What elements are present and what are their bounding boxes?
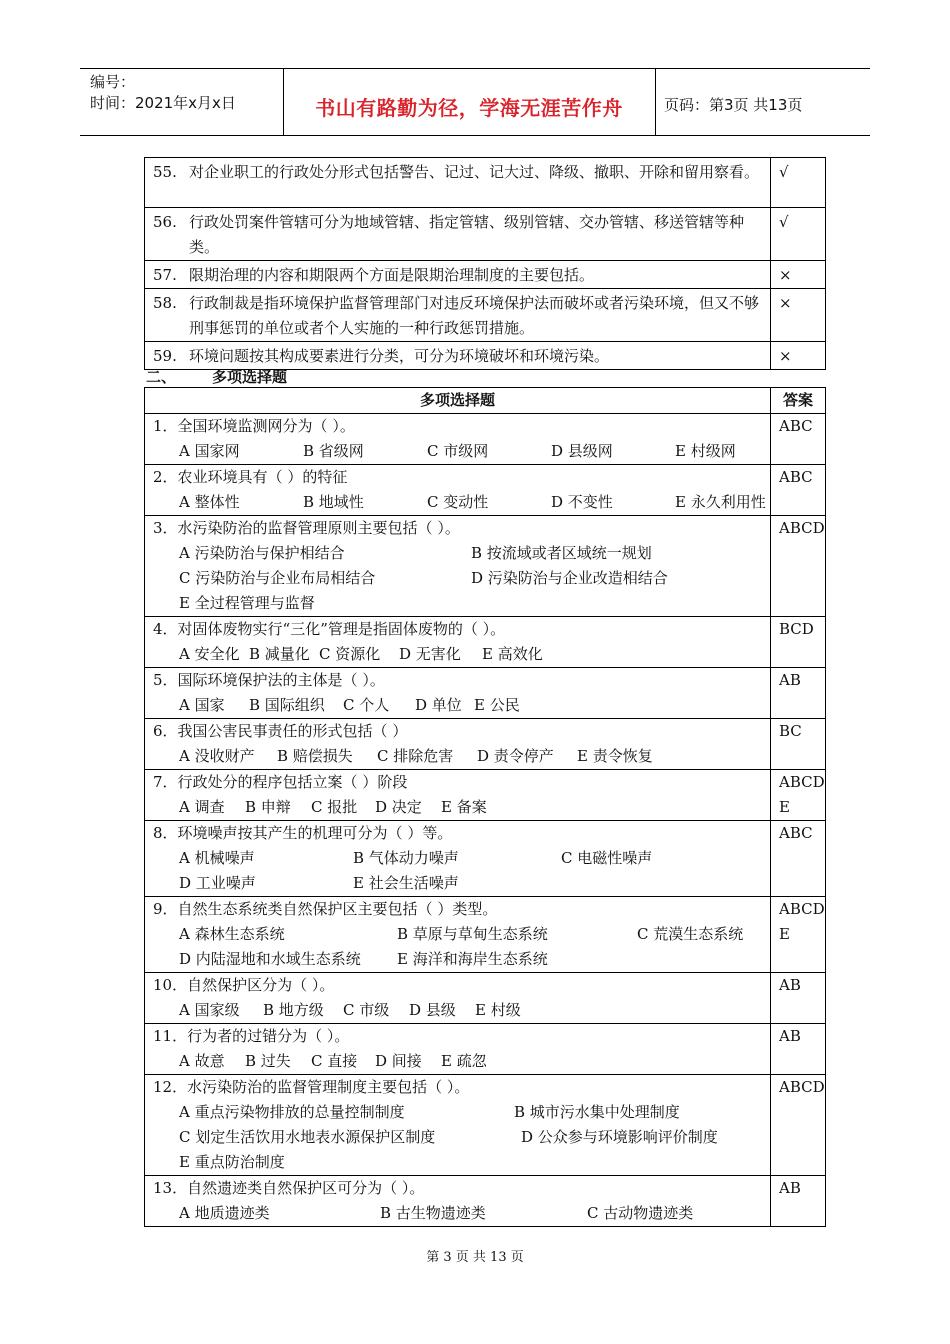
question-cell xyxy=(145,668,771,719)
option-text: D 县级 xyxy=(409,1001,456,1019)
option-text: A 调查 xyxy=(179,798,225,816)
question-number: 9． xyxy=(153,900,178,918)
question-stem: 自然遗迹类自然保护区可分为（ ）。 xyxy=(187,1179,425,1197)
option-text: B 过失 xyxy=(245,1052,291,1070)
option-text: D 内陆湿地和水域生态系统 xyxy=(179,950,361,968)
options-line xyxy=(153,998,764,1023)
option-text: A 整体性 xyxy=(179,493,240,511)
options-line xyxy=(153,541,764,566)
question-row xyxy=(145,1024,826,1075)
question-stem: 自然生态系统类自然保护区主要包括（ ）类型。 xyxy=(177,900,498,918)
question-number: 13． xyxy=(153,1179,188,1197)
option-text: A 国家 xyxy=(179,696,225,714)
options-line xyxy=(153,490,764,515)
option-text: D 间接 xyxy=(375,1052,422,1070)
question-cell xyxy=(145,719,771,770)
option-text: C 电磁性噪声 xyxy=(561,849,653,867)
options-line xyxy=(153,591,764,616)
option-text: D 工业噪声 xyxy=(179,874,256,892)
options-line xyxy=(153,1150,764,1175)
option-text: C 污染防治与企业布局相结合 xyxy=(179,569,376,587)
page-footer: 第 3 页 共 13 页 xyxy=(426,1250,524,1265)
header-top-rule xyxy=(80,68,870,69)
motto: 书山有路勤为径，学海无涯苦作舟 xyxy=(315,96,623,120)
answer-cell: × xyxy=(771,289,826,342)
question-number: 6． xyxy=(153,722,178,740)
option-text: B 申辩 xyxy=(245,798,291,816)
option-text: E 高效化 xyxy=(482,645,543,663)
option-text: D 县级网 xyxy=(551,442,613,460)
section-label: 多项选择题 xyxy=(212,368,288,386)
question-row xyxy=(145,1176,826,1227)
option-text: E 备案 xyxy=(441,798,487,816)
question-cell xyxy=(145,1176,771,1227)
options-line xyxy=(153,693,764,718)
option-text: D 单位 xyxy=(415,696,462,714)
question-number: 5． xyxy=(153,671,178,689)
question-row xyxy=(145,465,826,516)
option-text: B 气体动力噪声 xyxy=(353,849,459,867)
question-stem: 全国环境监测网分为（ ）。 xyxy=(177,417,355,435)
question-row xyxy=(145,719,826,770)
option-text: A 重点污染物排放的总量控制制度 xyxy=(179,1103,405,1121)
option-text: C 市级 xyxy=(343,1001,390,1019)
question-cell xyxy=(145,770,771,821)
question-stem: 环境噪声按其产生的机理可分为（ ）等。 xyxy=(177,824,453,842)
question-stem: 国际环境保护法的主体是（ ）。 xyxy=(177,671,385,689)
answer-cell: ABCDE xyxy=(771,770,826,821)
question-stem: 行为者的过错分为（ ）。 xyxy=(187,1027,350,1045)
options-line xyxy=(153,871,764,896)
option-text: A 污染防治与保护相结合 xyxy=(179,544,345,562)
option-text: B 减量化 xyxy=(249,645,310,663)
table-row xyxy=(145,289,826,342)
answer-cell: √ xyxy=(771,208,826,261)
option-text: C 变动性 xyxy=(427,493,489,511)
option-text: A 机械噪声 xyxy=(179,849,255,867)
option-text: B 国际组织 xyxy=(249,696,325,714)
statement-text: 环境问题按其构成要素进行分类，可分为环境破坏和环境污染。 xyxy=(189,347,610,365)
option-text: D 决定 xyxy=(375,798,422,816)
question-row xyxy=(145,770,826,821)
option-text: B 省级网 xyxy=(303,442,364,460)
question-stem: 对固体废物实行“三化”管理是指固体废物的（ ）。 xyxy=(177,620,506,638)
question-stem: 我国公害民事责任的形式包括（ ） xyxy=(177,722,408,740)
option-text: E 海洋和海岸生态系统 xyxy=(397,950,548,968)
options-line xyxy=(153,922,764,947)
option-text: C 古动物遗迹类 xyxy=(587,1204,694,1222)
header-info xyxy=(90,72,236,114)
answer-cell: × xyxy=(771,342,826,370)
statement-text: 行政处罚案件管辖可分为地域管辖、指定管辖、级别管辖、交办管辖、移送管辖等种类。 xyxy=(189,213,745,256)
question-stem: 行政处分的程序包括立案（ ）阶段 xyxy=(177,773,408,791)
question-cell xyxy=(145,821,771,897)
answer-cell: AB xyxy=(771,668,826,719)
question-cell xyxy=(145,516,771,617)
answer-cell: ABCD xyxy=(771,1075,826,1176)
date-label: 时间：2021年x月x日 xyxy=(90,94,236,112)
item-number: 56. xyxy=(153,213,177,231)
answer-cell: ABCDE xyxy=(771,897,826,973)
options-line xyxy=(153,439,764,464)
options-line xyxy=(153,744,764,769)
statement-text: 限期治理的内容和期限两个方面是限期治理制度的主要包括。 xyxy=(189,266,595,284)
item-number: 59. xyxy=(153,347,177,365)
statement-text: 行政制裁是指环境保护监督管理部门对违反环境保护法而破坏或者污染环境，但又不够刑事惩罚的单位或者个人实施的一种行政惩罚措施。 xyxy=(189,294,760,337)
question-cell xyxy=(145,414,771,465)
answer-cell: ABCD xyxy=(771,516,826,617)
table-row xyxy=(145,158,826,208)
option-text: C 个人 xyxy=(343,696,390,714)
answer-cell: AB xyxy=(771,1176,826,1227)
option-text: B 地方级 xyxy=(263,1001,324,1019)
statement-cell xyxy=(145,208,771,261)
option-text: B 地域性 xyxy=(303,493,364,511)
question-number: 12． xyxy=(153,1078,188,1096)
question-cell xyxy=(145,897,771,973)
section-title xyxy=(146,366,287,387)
answer-cell: ABC xyxy=(771,465,826,516)
question-cell xyxy=(145,1075,771,1176)
option-text: E 重点防治制度 xyxy=(179,1153,285,1171)
question-number: 3． xyxy=(153,519,178,537)
option-text: E 责令恢复 xyxy=(577,747,653,765)
multiple-choice-table xyxy=(144,387,826,1227)
header-bottom-rule xyxy=(80,135,870,136)
question-cell xyxy=(145,973,771,1024)
question-number: 11． xyxy=(153,1027,188,1045)
code-label: 编号： xyxy=(90,73,136,91)
option-text: A 安全化 xyxy=(179,645,240,663)
options-line xyxy=(153,846,764,871)
options-line xyxy=(153,947,764,972)
option-text: D 污染防治与企业改造相结合 xyxy=(471,569,668,587)
statement-cell xyxy=(145,158,771,208)
true-false-table xyxy=(144,157,826,370)
question-stem: 自然保护区分为（ ）。 xyxy=(187,976,335,994)
options-line xyxy=(153,795,764,820)
question-row xyxy=(145,668,826,719)
option-text: C 荒漠生态系统 xyxy=(637,925,744,943)
option-text: A 故意 xyxy=(179,1052,225,1070)
statement-text: 对企业职工的行政处分形式包括警告、记过、记大过、降级、撤职、开除和留用察看。 xyxy=(189,163,760,181)
table-row xyxy=(145,208,826,261)
option-text: D 责令停产 xyxy=(477,747,554,765)
section-number: 二、 xyxy=(146,368,177,386)
answer-cell: ABC xyxy=(771,821,826,897)
question-number: 4． xyxy=(153,620,178,638)
question-row xyxy=(145,516,826,617)
table-header-row xyxy=(145,388,826,414)
option-text: C 排除危害 xyxy=(377,747,454,765)
statement-cell xyxy=(145,261,771,289)
options-line xyxy=(153,566,764,591)
question-cell xyxy=(145,465,771,516)
answer-column-header: 答案 xyxy=(771,388,826,414)
option-text: E 社会生活噪声 xyxy=(353,874,459,892)
question-column-header: 多项选择题 xyxy=(145,388,771,414)
question-cell xyxy=(145,617,771,668)
table-row xyxy=(145,261,826,289)
option-text: E 全过程管理与监督 xyxy=(179,594,315,612)
answer-cell: ABC xyxy=(771,414,826,465)
header-divider xyxy=(655,68,656,136)
item-number: 58. xyxy=(153,294,177,312)
option-text: C 划定生活饮用水地表水源保护区制度 xyxy=(179,1128,436,1146)
question-row xyxy=(145,414,826,465)
option-text: B 古生物遗迹类 xyxy=(380,1204,486,1222)
question-number: 7． xyxy=(153,773,178,791)
options-line xyxy=(153,1100,764,1125)
answer-cell: BC xyxy=(771,719,826,770)
options-line xyxy=(153,642,764,667)
question-number: 10． xyxy=(153,976,188,994)
options-line xyxy=(153,1125,764,1150)
option-text: B 城市污水集中处理制度 xyxy=(514,1103,680,1121)
question-stem: 水污染防治的监督管理制度主要包括（ ）。 xyxy=(187,1078,470,1096)
option-text: B 草原与草甸生态系统 xyxy=(397,925,548,943)
option-text: B 赔偿损失 xyxy=(277,747,353,765)
option-text: C 报批 xyxy=(311,798,358,816)
question-number: 1． xyxy=(153,417,178,435)
answer-cell: AB xyxy=(771,1024,826,1075)
statement-cell xyxy=(145,289,771,342)
item-number: 55. xyxy=(153,163,177,181)
options-line xyxy=(153,1201,764,1226)
option-text: E 村级 xyxy=(475,1001,521,1019)
question-row xyxy=(145,1075,826,1176)
question-row xyxy=(145,973,826,1024)
page-label: 页码：第3页 共13页 xyxy=(664,96,803,114)
question-stem: 农业环境具有（ ）的特征 xyxy=(177,468,348,486)
option-text: D 公众参与环境影响评价制度 xyxy=(521,1128,718,1146)
answer-cell: × xyxy=(771,261,826,289)
question-cell xyxy=(145,1024,771,1075)
question-number: 8． xyxy=(153,824,178,842)
question-stem: 水污染防治的监督管理原则主要包括（ ）。 xyxy=(177,519,460,537)
option-text: E 村级网 xyxy=(675,442,736,460)
answer-cell: AB xyxy=(771,973,826,1024)
option-text: E 永久利用性 xyxy=(675,493,766,511)
option-text: C 市级网 xyxy=(427,442,489,460)
question-number: 2． xyxy=(153,468,178,486)
option-text: D 无害化 xyxy=(399,645,461,663)
question-row xyxy=(145,821,826,897)
question-row xyxy=(145,897,826,973)
option-text: A 森林生态系统 xyxy=(179,925,285,943)
answer-cell: BCD xyxy=(771,617,826,668)
answer-cell: √ xyxy=(771,158,826,208)
options-line xyxy=(153,1049,764,1074)
option-text: C 直接 xyxy=(311,1052,358,1070)
option-text: C 资源化 xyxy=(319,645,381,663)
option-text: D 不变性 xyxy=(551,493,613,511)
option-text: E 公民 xyxy=(474,696,520,714)
option-text: B 按流域或者区域统一规划 xyxy=(471,544,652,562)
question-row xyxy=(145,617,826,668)
option-text: E 疏忽 xyxy=(441,1052,487,1070)
option-text: A 国家网 xyxy=(179,442,240,460)
option-text: A 地质遗迹类 xyxy=(179,1204,270,1222)
item-number: 57. xyxy=(153,266,177,284)
option-text: A 没收财产 xyxy=(179,747,255,765)
option-text: A 国家级 xyxy=(179,1001,240,1019)
